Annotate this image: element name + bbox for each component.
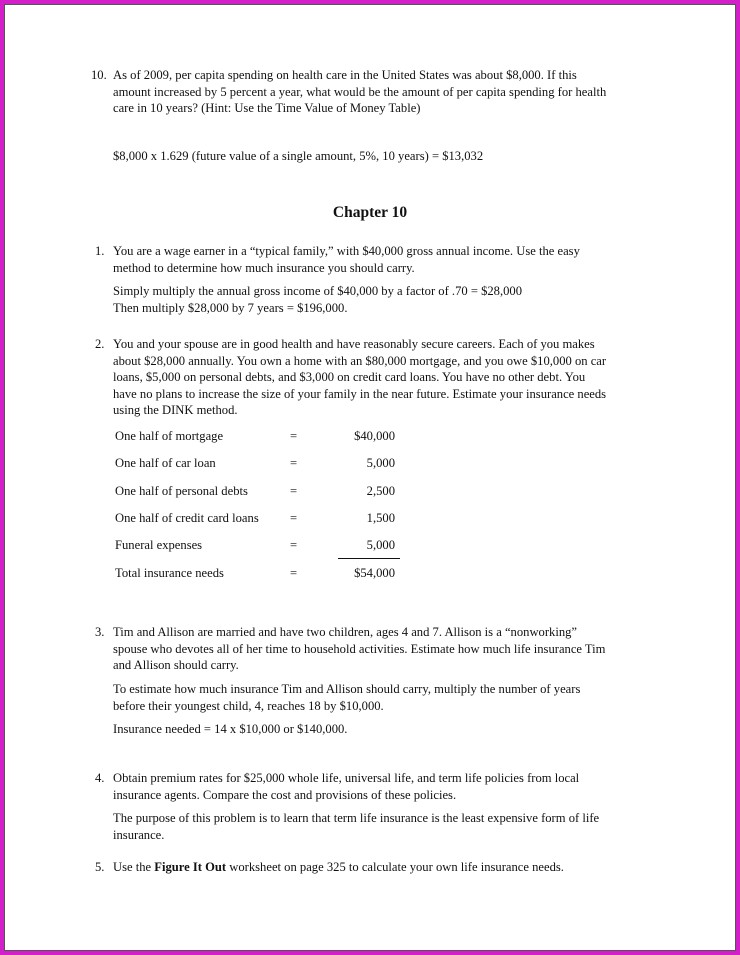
row-label: One half of credit card loans [115,511,259,525]
table-row [115,427,405,445]
row-equals: = [290,511,298,525]
sum-rule [338,558,400,559]
row-amount: 5,000 [366,538,395,552]
q4-answer-1: The purpose of this problem is to learn that term life insurance is the least expensive form of life [113,811,600,825]
table-row [115,454,405,472]
row-label: Total insurance needs [115,566,224,580]
q10-line-3: care in 10 years? (Hint: Use the Time Value of Money Table) [113,101,421,115]
q3-answer-3: Insurance needed = 14 x $10,000 or $140,000. [113,722,348,736]
q10-answer: $8,000 x 1.629 (future value of a single amount, 5%, 10 years) = $13,032 [113,149,484,163]
row-equals: = [290,484,298,498]
table-total-row [115,564,405,582]
q3-answer-1: To estimate how much insurance Tim and Allison should carry, multiply the number of years [113,682,581,696]
q3-answer-2: before their youngest child, 4, reaches 18 by $10,000. [113,698,384,713]
q1-answer-2: Then multiply $28,000 by 7 years = $196,000. [113,300,348,315]
q3-line-3: and Allison should carry. [113,658,239,672]
table-row [115,482,405,500]
row-amount: 2,500 [366,484,395,498]
q2-line-5: using the DINK method. [113,403,238,417]
q3-line-2: spouse who devotes all of her time to household activities. Estimate how much life insurance Tim [113,641,606,656]
chapter-title: Chapter 10 [332,204,408,221]
q5-line [113,859,564,875]
q1-line-2: method to determine how much insurance you should carry. [113,260,415,275]
q2-line-3: loans, $5,000 on personal debts, and $3,000 on credit card loans. You have no other debt. You [113,370,586,384]
q3-number: 3. [95,625,105,639]
q1-line-1: You are a wage earner in a “typical family,” with $40,000 gross annual income. Use the easy [113,244,580,258]
q10-line-2: amount increased by 5 percent a year, what would be the amount of per capita spending for health [113,84,607,99]
q2-number: 2. [95,337,105,351]
q4-number: 4. [95,771,105,785]
row-equals: = [290,456,298,470]
row-equals: = [290,538,298,552]
q5-text-post: worksheet on page 325 to calculate your own life insurance needs. [226,860,564,874]
row-label: One half of personal debts [115,484,248,498]
row-amount: $40,000 [354,429,395,443]
q10-number: 10. [91,68,107,82]
row-label: One half of car loan [115,456,216,470]
row-label: One half of mortgage [115,429,224,443]
q5-number: 5. [95,860,105,874]
q4-line-2: insurance agents. Compare the cost and provisions of these policies. [113,787,457,802]
q5-text-pre: Use the [113,860,155,874]
row-amount: 5,000 [366,456,395,470]
row-amount: 1,500 [366,511,395,525]
row-equals: = [290,429,298,443]
row-amount: $54,000 [354,566,395,580]
row-equals: = [290,566,298,580]
row-label: Funeral expenses [115,538,203,552]
page-inner-border [4,4,736,951]
q2-line-1: You and your spouse are in good health and have reasonably secure careers. Each of you makes [113,337,595,351]
q4-answer-2: insurance. [113,827,165,842]
q2-line-4: have no plans to increase the size of your family in the near future. Estimate your insurance needs [113,386,607,401]
q2-line-2: about $28,000 annually. You own a home with an $80,000 mortgage, and you owe $10,000 on car [113,353,607,368]
q1-answer-1: Simply multiply the annual gross income of $40,000 by a factor of .70 = $28,000 [113,284,522,298]
q10-line-1: As of 2009, per capita spending on health care in the United States was about $8,000. If this [113,68,577,82]
q4-line-1: Obtain premium rates for $25,000 whole life, universal life, and term life policies from local [113,771,580,785]
q5-worksheet-name: Figure It Out [154,860,227,874]
table-row [115,536,405,554]
table-row [115,509,405,527]
q1-number: 1. [95,244,105,258]
q3-line-1: Tim and Allison are married and have two children, ages 4 and 7. Allison is a “nonworking” [113,625,578,639]
